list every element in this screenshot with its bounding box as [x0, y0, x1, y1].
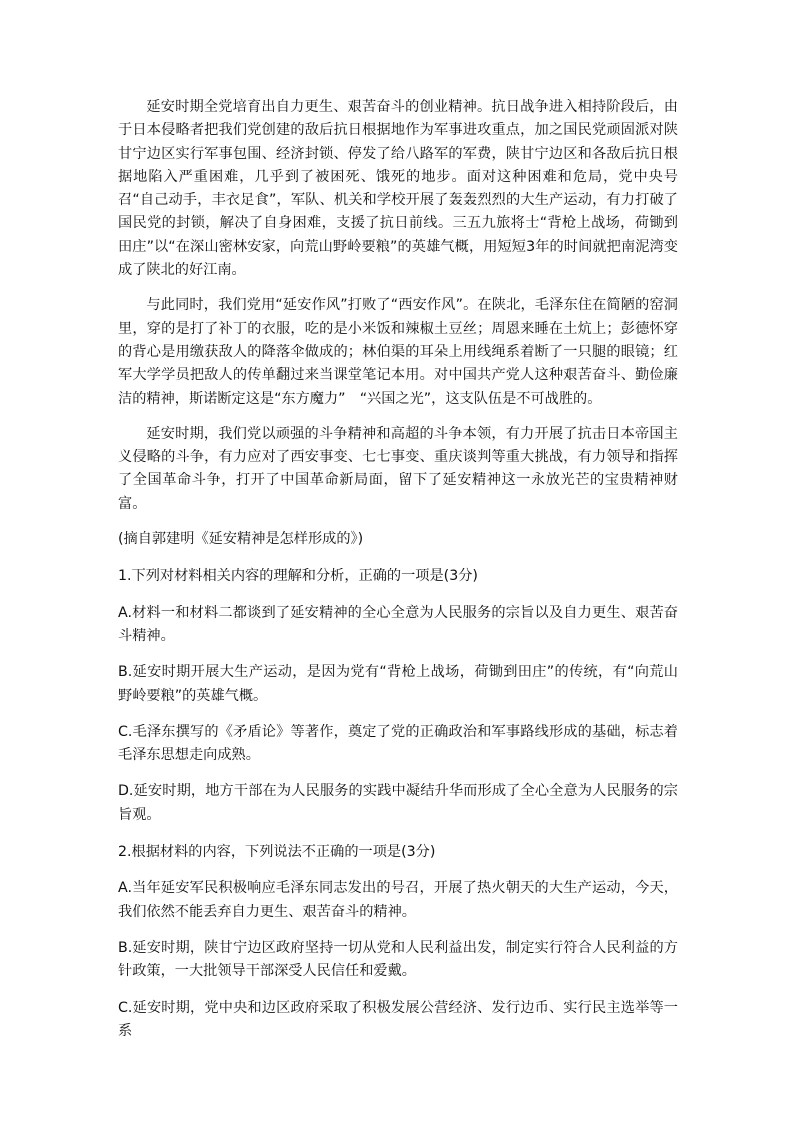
paragraph-2: 与此同时，我们党用“延安作风”打败了“西安作风”。在陕北，毛泽东住在简陋的窑洞里，穿的是打了补丁的衣服，吃的是小米饭和辣椒土豆丝；周恩来睡在土炕上；彭德怀穿的背心是用缴获敌人的降落伞做成的；林伯渠的耳朵上用线绳系着断了一只腿的眼镜；红军大学学员把敌人的传单翻过来当课堂笔记本用。对中国共产党人这种艰苦奋斗、勤俭廉洁的精神，斯诺断定这是“东方魔力” “兴国之光”，这支队伍是不可战胜的。: [118, 297, 678, 407]
question-1-option-b: B.延安时期开展大生产运动，是因为党有“背枪上战场，荷锄到田庄”的传统，有“向荒山野岭要粮”的英雄气概。: [118, 664, 678, 704]
question-1-title: 1.下列对材料相关内容的理解和分析，正确的一项是(3分): [118, 568, 478, 585]
question-2-option-b: B.延安时期，陕甘宁边区政府坚持一切从党和人民利益出发，制定实行符合人民利益的方针政策，一大批领导干部深受人民信任和爱戴。: [118, 939, 678, 980]
paragraph-3: 延安时期，我们党以顽强的斗争精神和高超的斗争本领，有力开展了抗击日本帝国主义侵略的斗争，有力应对了西安事变、七七事变、重庆谈判等重大挑战，有力领导和指挥了全国革命斗争，打开了中国革命新局面，留下了延安精神这一永放光芒的宝贵精神财富。: [118, 425, 678, 512]
paragraph-1: 延安时期全党培育出自力更生、艰苦奋斗的创业精神。抗日战争进入相持阶段后，由于日本侵略者把我们党创建的敌后抗日根据地作为军事进攻重点，加之国民党顽固派对陕甘宁边区实行军事包围、经济封锁、停发了给八路军的军费，陕甘宁边区和各敌后抗日根据地陷入严重困难，几乎到了被困死、饿死的地步。面对这种困难和危局，党中央号召“自己动手，丰衣足食”，军队、机关和学校开展了轰轰烈烈的大生产运动，有力打破了国民党的封锁，解决了自身困难，支援了抗日前线。三五九旅将士“背枪上战场，荷锄到田庄”以“在深山密林安家，向荒山野岭要粮”的英雄气概，用短短3年的时间就把南泥湾变成了陕北的好江南。: [118, 99, 678, 279]
question-2-option-c: C.延安时期，党中央和边区政府采取了积极发展公营经济、发行边币、实行民主选举等一系: [118, 999, 678, 1039]
question-1-option-d: D.延安时期，地方干部在为人民服务的实践中凝结升华而形成了全心全意为人民服务的宗旨观。: [118, 783, 678, 823]
question-2-title: 2.根据材料的内容，下列说法不正确的一项是(3分): [118, 844, 436, 861]
question-1-option-a: A.材料一和材料二都谈到了延安精神的全心全意为人民服务的宗旨以及自力更生、艰苦奋斗精神。: [118, 604, 678, 644]
question-1-option-c: C.毛泽东撰写的《矛盾论》等著作，奠定了党的正确政治和军事路线形成的基础，标志着毛泽东思想走向成熟。: [118, 723, 678, 764]
document-page: [118, 96, 678, 1043]
source-citation: (摘自郭建明《延安精神是怎样形成的》): [118, 531, 364, 548]
question-2-option-a: A.当年延安军民积极响应毛泽东同志发出的号召，开展了热火朝天的大生产运动，今天，我们依然不能丢弃自力更生、艰苦奋斗的精神。: [118, 880, 678, 920]
